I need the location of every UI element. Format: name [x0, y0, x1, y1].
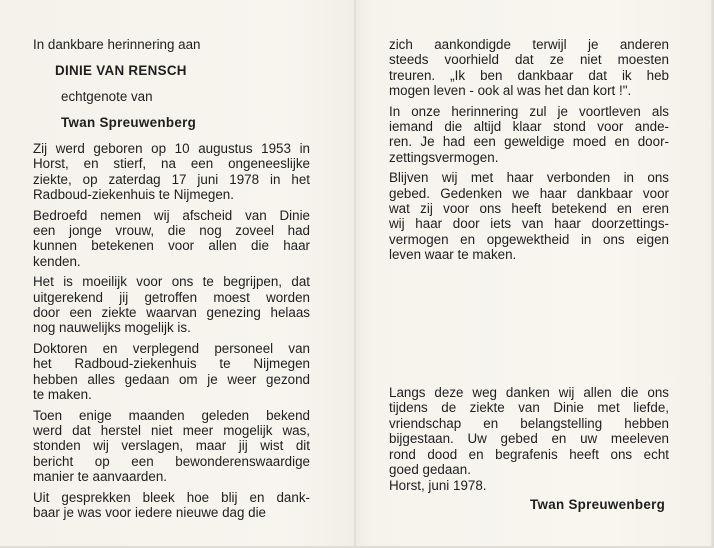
deceased-name: DINIE VAN RENSCH — [55, 63, 187, 78]
place-date: Horst, juni 1978. — [389, 478, 487, 493]
right-paragraph — [389, 104, 669, 166]
intro-text: In dankbare herinnering aan — [33, 37, 201, 52]
left-page — [33, 0, 333, 548]
spouse-name: Twan Spreuwenberg — [61, 115, 197, 130]
text-line: hebben alles gedaan om je weer gezond — [33, 371, 310, 387]
text-line: ren. Je had een geweldige moed en door- — [389, 134, 669, 150]
text-line: mogen leven - ook al was het dan kort !". — [389, 83, 632, 99]
thanks-paragraph — [389, 385, 669, 482]
card-fold — [354, 0, 356, 548]
text-line: rond dood en begrafenis heeft ons echt — [389, 446, 669, 462]
text-line: stonden wij verslagen, maar jij wist dit — [33, 438, 310, 454]
right-page — [387, 0, 687, 548]
left-paragraph — [33, 408, 310, 485]
text-line: zettingsvermogen. — [389, 149, 499, 165]
text-line: bijgestaan. Uw gebed en uw meeleven — [389, 431, 669, 447]
text-line: door een ziekte waarvan genezing helaas — [33, 305, 310, 321]
text-line: Horst, en stierf, na een ongeneeslijke — [33, 156, 310, 172]
right-paragraph — [389, 37, 669, 99]
text-line: uitgerekend jij getroffen moest worden — [33, 289, 310, 305]
left-paragraph — [33, 341, 310, 403]
text-line: Het is moeilijk voor ons te begrijpen, dat — [33, 274, 310, 290]
right-body — [389, 37, 669, 268]
text-line: baar je was voor iedere nieuwe dag die — [33, 504, 266, 520]
left-paragraph — [33, 274, 310, 336]
text-line: werd dat herstel niet meer mogelijk was, — [33, 422, 310, 438]
left-paragraph — [33, 208, 310, 270]
text-line: kunnen betekenen voor allen die haar — [33, 238, 310, 254]
text-line: Radboud-ziekenhuis te Nijmegen. — [33, 187, 234, 203]
text-line: Zij werd geboren op 10 augustus 1953 in — [33, 141, 310, 156]
text-line: steeds voorhield dat ze niet moesten — [389, 52, 669, 68]
text-line: Langs deze weg danken wij allen die ons — [389, 385, 669, 400]
text-line: vriendschap en belangstelling hebben — [389, 415, 669, 431]
thanks-paragraph — [389, 385, 669, 477]
left-body — [33, 141, 310, 525]
text-line: ziekte, op zaterdag 17 juni 1978 in het — [33, 171, 310, 187]
text-line: Toen enige maanden geleden bekend — [33, 407, 310, 423]
signature: Twan Spreuwenberg — [530, 497, 666, 512]
text-line: het Radboud-ziekenhuis te Nijmegen — [33, 356, 310, 372]
text-line: zich aankondigde terwijl je anderen — [389, 37, 669, 52]
text-line: wat zij voor ons heeft betekend en eren — [389, 201, 669, 217]
left-paragraph — [33, 490, 310, 521]
text-line: bericht op een bewonderenswaardige — [33, 453, 310, 469]
text-line: Blijven wij met haar verbonden in ons — [389, 170, 669, 186]
text-line: Uit gesprekken bleek hoe blij en dank- — [33, 489, 310, 505]
text-line: Doktoren en verplegend personeel van — [33, 340, 310, 356]
text-line: treuren. „Ik ben dankbaar dat ik heb — [389, 67, 669, 83]
relation-text: echtgenote van — [61, 89, 153, 104]
text-line: leven waar te maken. — [389, 247, 517, 263]
text-line: vermogen en opgewektheid in ons eigen — [389, 231, 669, 247]
text-line: kenden. — [33, 253, 81, 269]
text-line: iemand die altijd klaar stond voor ande- — [389, 119, 669, 135]
text-line: manier te aanvaarden. — [33, 469, 167, 485]
text-line: wij haar door iets van haar doorzettings- — [389, 216, 669, 232]
text-line: Bedroefd nemen wij afscheid van Dinie — [33, 207, 310, 223]
left-paragraph — [33, 141, 310, 203]
text-line: goed gedaan. — [389, 462, 471, 478]
text-line: gebed. Gedenken we haar dankbaar voor — [389, 185, 669, 201]
right-paragraph — [389, 170, 669, 262]
text-line: In onze herinnering zul je voortleven als — [389, 103, 669, 119]
text-line: nog nauwelijks mogelijk is. — [33, 320, 191, 336]
text-line: een jonge vrouw, die nog zoveel had — [33, 223, 310, 239]
text-line: te maken. — [33, 387, 92, 403]
text-line: tijdens de ziekte van Dinie met liefde, — [389, 400, 669, 416]
